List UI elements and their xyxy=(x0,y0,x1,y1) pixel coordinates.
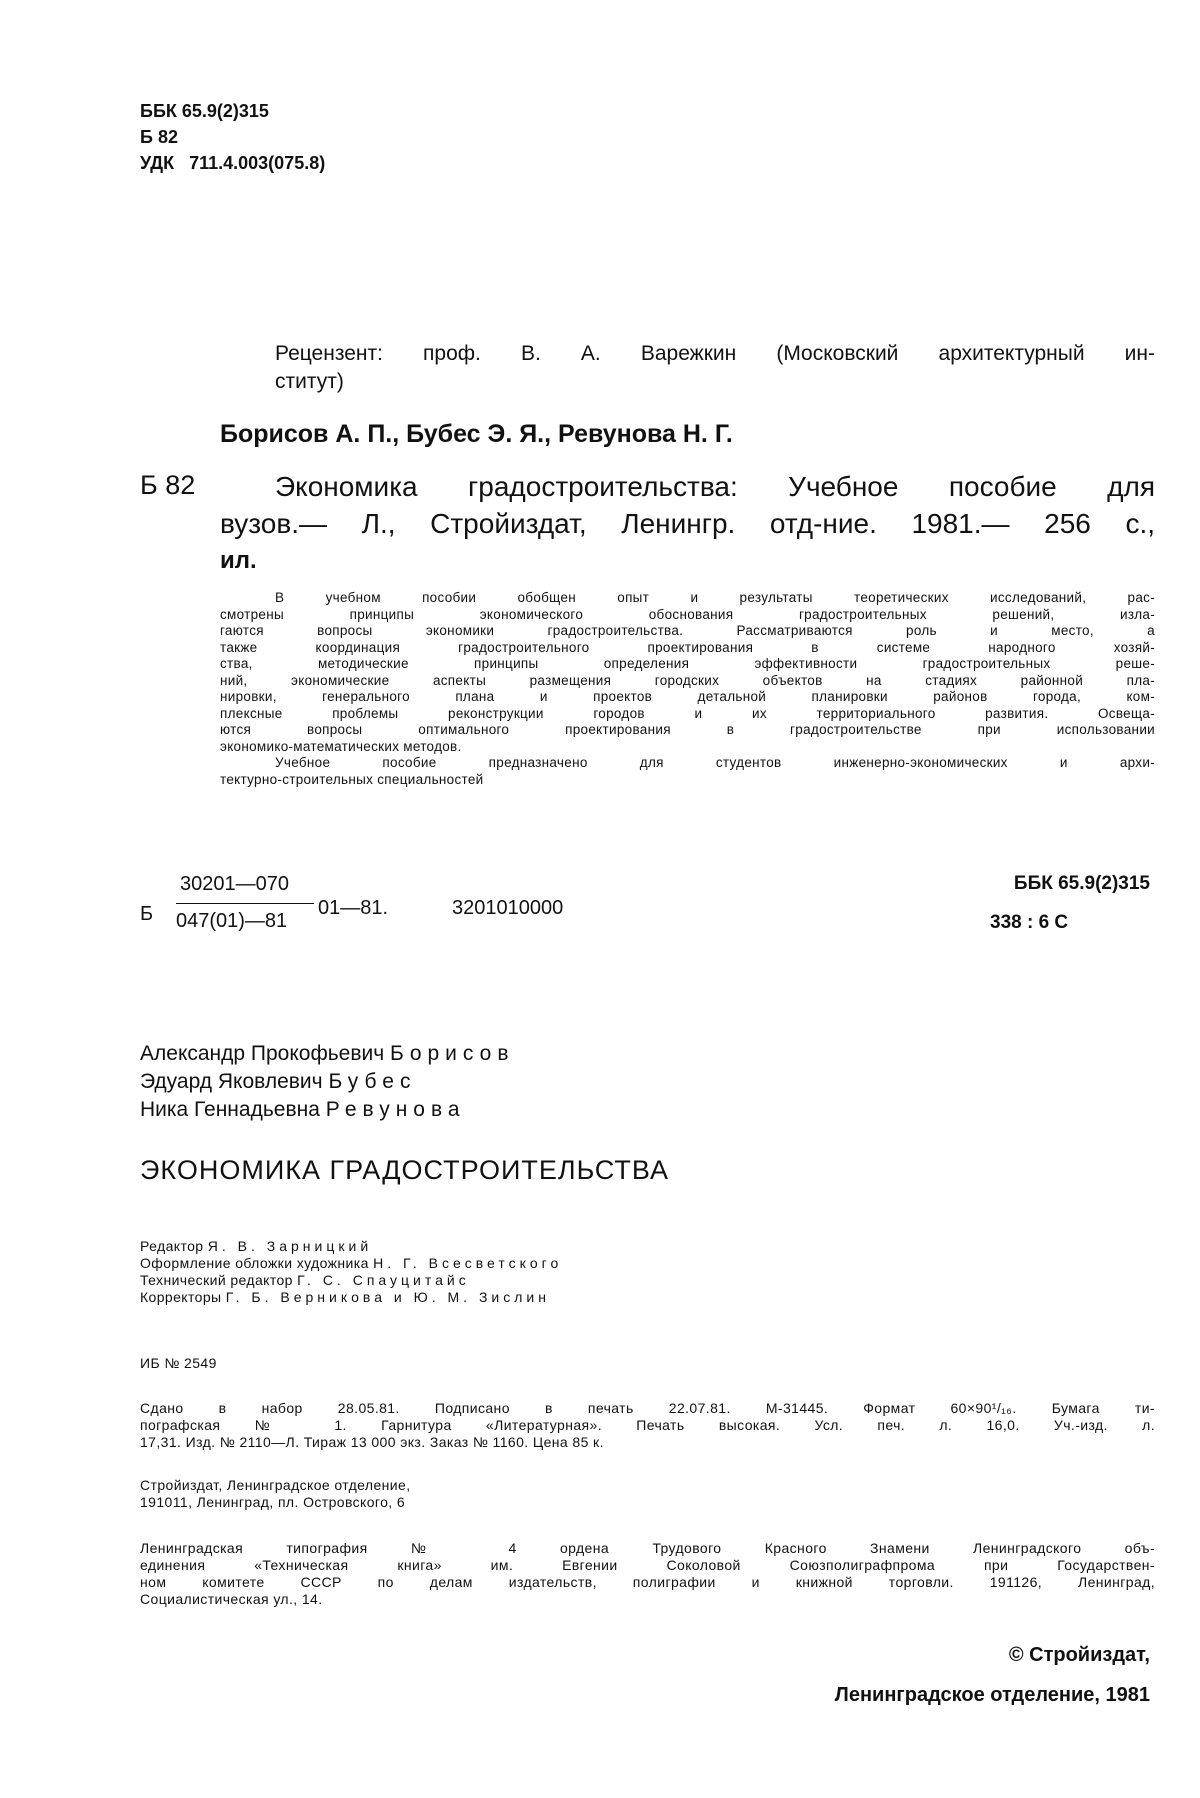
author-surname: Борисов xyxy=(390,1042,515,1065)
author-mark: Б 82 xyxy=(140,127,178,147)
reviewer xyxy=(275,340,1155,396)
code-letter: Б xyxy=(140,903,154,925)
publisher-line: Стройиздат, Ленинградское отделение, xyxy=(140,1477,411,1493)
publisher-line: 191011, Ленинград, пл. Островского, 6 xyxy=(140,1494,406,1510)
credit-role: Корректоры xyxy=(140,1289,222,1305)
code-numerator: 30201—070 xyxy=(180,873,289,895)
reviewer-line: ститут) xyxy=(275,370,344,393)
credit-line xyxy=(140,1272,562,1289)
reviewer-line: Рецензент: проф. В. А. Варежкин (Московский архитектурный ин- xyxy=(275,342,1155,365)
author-full-name xyxy=(140,1068,514,1096)
annotation-line: тектурно-строительных специальностей xyxy=(220,771,484,787)
code-suffix: 01—81. xyxy=(318,897,389,919)
credit-role: Редактор xyxy=(140,1238,204,1254)
printer xyxy=(140,1540,1155,1608)
credit-line xyxy=(140,1255,562,1272)
imprint xyxy=(140,1400,1155,1451)
imprint-line: 17,31. Изд. № 2110—Л. Тираж 13 000 экз. Заказ № 1160. Цена 85 к. xyxy=(140,1434,604,1450)
copyright-line: © Стройиздат, xyxy=(1008,1644,1150,1666)
annotation-line: ются вопросы оптимального проектирования в градостроительстве при использовании xyxy=(220,722,1155,737)
credit-role: Технический редактор xyxy=(140,1272,293,1288)
code-number: 3201010000 xyxy=(452,897,564,919)
bib-description xyxy=(220,468,1155,579)
code-bbk: ББК 65.9(2)315 xyxy=(1013,873,1150,894)
credit-role: Оформление обложки художника xyxy=(140,1255,369,1271)
credit-line xyxy=(140,1289,562,1306)
code-class: 338 : 6 С xyxy=(990,912,1069,933)
credit-name: Н. Г. Всесветского xyxy=(373,1255,563,1271)
annotation-line: ний, экономические аспекты размещения городских объектов на стадиях районной пла- xyxy=(220,672,1155,688)
author-full-name xyxy=(140,1040,514,1068)
book-title: ЭКОНОМИКА ГРАДОСТРОИТЕЛЬСТВА xyxy=(140,1155,669,1185)
authors-heading: Борисов А. П., Бубес Э. Я., Ревунова Н. Г. xyxy=(220,420,733,448)
udk-index: УДК 711.4.003(075.8) xyxy=(140,153,326,173)
credit-line xyxy=(140,1238,562,1255)
full-names xyxy=(140,1040,514,1124)
annotation-line: экономико-математических методов. xyxy=(220,738,462,754)
bib-line: вузов.— Л., Стройиздат, Ленингр. отд-ние. 1981.— 256 с., xyxy=(220,508,1155,539)
author-given-names: Эдуард Яковлевич xyxy=(140,1070,323,1093)
annotation-line: нировки, генерального плана и проектов детальной планировки районов города, ком- xyxy=(220,689,1155,704)
annotation-line: также координация градостроительного проектирования в системе народного хозяй- xyxy=(220,639,1155,655)
author-given-names: Ника Геннадьевна xyxy=(140,1098,320,1121)
bib-line: Экономика градостроительства: Учебное пособие для xyxy=(275,471,1155,502)
credit-name: Г. Б. Верникова и Ю. М. Зислин xyxy=(225,1289,550,1305)
author-full-name xyxy=(140,1096,514,1124)
fraction-bar xyxy=(176,903,314,904)
bib-line: ил. xyxy=(220,547,257,574)
annotation-line: В учебном пособии обобщен опыт и результаты теоретических исследований, рас- xyxy=(275,590,1155,605)
author-surname: Бубес xyxy=(328,1070,417,1093)
annotation-line: Учебное пособие предназначено для студентов инженерно-экономических и архи- xyxy=(275,755,1155,770)
author-surname: Ревунова xyxy=(325,1098,466,1121)
ib-number: ИБ № 2549 xyxy=(140,1355,217,1371)
printer-line: Ленинградская типография № 4 ордена Трудового Красного Знамени Ленинградского объ- xyxy=(140,1540,1155,1556)
annotation-line: ства, методические принципы определения эффективности градостроительных реше- xyxy=(220,656,1155,671)
bbk-index: ББК 65.9(2)315 xyxy=(140,101,269,121)
printer-line: единения «Техническая книга» им. Евгении Соколовой Союзполиграфпрома при Государствен- xyxy=(140,1557,1155,1573)
annotation xyxy=(220,590,1155,788)
imprint-line: Сдано в набор 28.05.81. Подписано в печать 22.07.81. М-31445. Формат 60×90¹/₁₆. Бумага ти- xyxy=(140,1400,1155,1416)
bib-mark: Б 82 xyxy=(140,470,196,500)
imprint-line: пографская № 1. Гарнитура «Литературная». Печать высокая. Усл. печ. л. 16,0. Уч.-изд. л. xyxy=(140,1417,1155,1433)
annotation-line: гаются вопросы экономики градостроительства. Рассматриваются роль и место, а xyxy=(220,623,1155,638)
code-denominator: 047(01)—81 xyxy=(176,910,288,932)
printer-line: ном комитете СССР по делам издательств, полиграфии и книжной торговли. 191126, Ленинград, xyxy=(140,1574,1155,1590)
credit-name: Я. В. Зарницкий xyxy=(207,1238,373,1254)
credits xyxy=(140,1238,562,1306)
printer-line: Социалистическая ул., 14. xyxy=(140,1591,323,1607)
annotation-line: плексные проблемы реконструкции городов и их территориального развития. Освеща- xyxy=(220,705,1155,721)
copyright-line: Ленинградское отделение, 1981 xyxy=(834,1684,1150,1706)
credit-name: Г. С. Спауцитайс xyxy=(297,1272,470,1288)
author-given-names: Александр Прокофьевич xyxy=(140,1042,385,1065)
publisher xyxy=(140,1477,410,1511)
annotation-line: смотрены принципы экономического обоснования градостроительных решений, изла- xyxy=(220,606,1155,622)
